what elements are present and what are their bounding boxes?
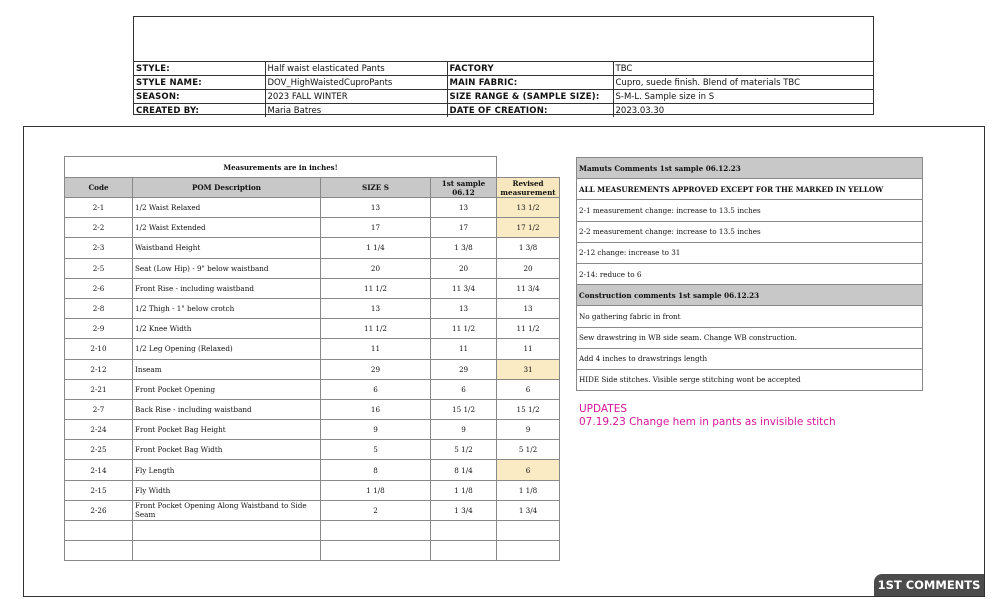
updates-title: UPDATES	[579, 403, 627, 415]
table-row	[65, 541, 560, 561]
col-header-code: Code	[65, 178, 133, 198]
header-value: 2023.03.30	[613, 104, 873, 118]
table-row	[65, 379, 560, 399]
header-value: Half waist elasticated Pants	[265, 62, 447, 76]
updates-note	[579, 403, 836, 429]
comment-row	[577, 242, 923, 263]
table-row	[65, 258, 560, 278]
cell-first-sample: 1 1/8	[431, 480, 497, 500]
cell-first-sample: 8 1/4	[431, 460, 497, 480]
cell-first-sample: 15 1/2	[431, 399, 497, 419]
header-label: MAIN FABRIC:	[447, 76, 613, 90]
cell-revised: 11 1/2	[497, 319, 560, 339]
first-comments-badge: 1ST COMMENTS	[874, 574, 984, 596]
cell-first-sample: 6	[431, 379, 497, 399]
cell-revised	[497, 521, 560, 541]
comment-text: Add 4 inches to drawstrings length	[577, 348, 923, 369]
cell-first-sample: 9	[431, 420, 497, 440]
cell-description: 1/2 Knee Width	[133, 319, 321, 339]
cell-code: 2-10	[65, 339, 133, 359]
cell-first-sample: 20	[431, 258, 497, 278]
cell-revised: 6	[497, 460, 560, 480]
spec-header	[133, 16, 874, 115]
cell-code: 2-1	[65, 198, 133, 218]
table-row	[65, 218, 560, 238]
header-value: 2023 FALL WINTER	[265, 90, 447, 104]
header-label: FACTORY	[447, 62, 613, 76]
header-value: Maria Batres	[265, 104, 447, 118]
cell-revised: 1 1/8	[497, 480, 560, 500]
table-row	[65, 420, 560, 440]
comment-row	[577, 263, 923, 284]
table-row	[65, 500, 560, 520]
measurements-table	[64, 156, 560, 561]
cell-size-s: 9	[321, 420, 431, 440]
cell-code: 2-24	[65, 420, 133, 440]
cell-revised: 20	[497, 258, 560, 278]
header-label: STYLE:	[136, 63, 170, 74]
header-row	[134, 104, 873, 118]
cell-description: Front Pocket Bag Width	[133, 440, 321, 460]
cell-first-sample: 11 3/4	[431, 278, 497, 298]
table-row	[65, 480, 560, 500]
header-label: CREATED BY:	[134, 104, 265, 118]
cell-code: 2-3	[65, 238, 133, 258]
cell-code: 2-26	[65, 500, 133, 520]
cell-first-sample: 13	[431, 298, 497, 318]
cell-revised: 11 3/4	[497, 278, 560, 298]
comment-row	[577, 221, 923, 242]
cell-size-s: 11	[321, 339, 431, 359]
cell-code: 2-9	[65, 319, 133, 339]
cell-description: Fly Length	[133, 460, 321, 480]
cell-revised: 6	[497, 379, 560, 399]
header-blank-area	[134, 17, 873, 62]
cell-code: 2-8	[65, 298, 133, 318]
cell-size-s	[321, 521, 431, 541]
table-row	[65, 238, 560, 258]
cell-first-sample: 1 3/4	[431, 500, 497, 520]
cell-first-sample: 13	[431, 198, 497, 218]
comment-row	[577, 348, 923, 369]
cell-revised: 17 1/2	[497, 218, 560, 238]
comment-row	[577, 327, 923, 348]
cell-size-s: 29	[321, 359, 431, 379]
comment-text: HIDE Side stitches. Visible serge stitching wont be accepted	[577, 369, 923, 390]
cell-size-s: 5	[321, 440, 431, 460]
cell-description: Fly Width	[133, 480, 321, 500]
cell-first-sample	[431, 541, 497, 561]
cell-size-s: 16	[321, 399, 431, 419]
comment-text: ALL MEASUREMENTS APPROVED EXCEPT FOR THE MARKED IN YELLOW	[577, 179, 923, 200]
cell-size-s	[321, 541, 431, 561]
comment-text: Sew drawstring in WB side seam. Change WB construction.	[577, 327, 923, 348]
table-row	[65, 521, 560, 541]
header-value: TBC	[613, 62, 873, 76]
cell-description: Front Pocket Opening	[133, 379, 321, 399]
table-row	[65, 359, 560, 379]
table-row	[65, 339, 560, 359]
cell-size-s: 13	[321, 198, 431, 218]
table-row	[65, 298, 560, 318]
cell-first-sample: 1 3/8	[431, 238, 497, 258]
cell-code	[65, 521, 133, 541]
cell-code: 2-25	[65, 440, 133, 460]
cell-code: 2-12	[65, 359, 133, 379]
cell-revised: 13 1/2	[497, 198, 560, 218]
cell-description: 1/2 Leg Opening (Relaxed)	[133, 339, 321, 359]
updates-line: 07.19.23 Change hem in pants as invisible stitch	[579, 416, 836, 428]
header-row	[134, 90, 873, 104]
comment-row	[577, 285, 923, 306]
cell-size-s: 11 1/2	[321, 319, 431, 339]
cell-code: 2-2	[65, 218, 133, 238]
header-label: STYLE NAME:	[134, 76, 265, 90]
cell-first-sample: 29	[431, 359, 497, 379]
header-label: DATE OF CREATION:	[447, 104, 613, 118]
cell-revised: 5 1/2	[497, 440, 560, 460]
cell-revised: 1 3/4	[497, 500, 560, 520]
table-row	[65, 399, 560, 419]
cell-code: 2-15	[65, 480, 133, 500]
comment-text: 2-14: reduce to 6	[577, 263, 923, 284]
col-header-first-sample: 1st sample 06.12	[431, 178, 497, 198]
cell-description: Inseam	[133, 359, 321, 379]
cell-description: 1/2 Waist Extended	[133, 218, 321, 238]
cell-description: Waistband Height	[133, 238, 321, 258]
cell-revised: 13	[497, 298, 560, 318]
cell-description: Seat (Low Hip) - 9" below waistband	[133, 258, 321, 278]
cell-description: 1/2 Thigh - 1" below crotch	[133, 298, 321, 318]
header-value: Cupro, suede finish. Blend of materials TBC	[613, 76, 873, 90]
cell-size-s: 20	[321, 258, 431, 278]
table-row	[65, 460, 560, 480]
header-info-table	[134, 62, 873, 117]
col-header-pom-description: POM Description	[133, 178, 321, 198]
comment-section-header: Construction comments 1st sample 06.12.23	[577, 285, 923, 306]
cell-code: 2-7	[65, 399, 133, 419]
cell-first-sample: 17	[431, 218, 497, 238]
cell-first-sample: 5 1/2	[431, 440, 497, 460]
comment-text: 2-12 change: increase to 31	[577, 242, 923, 263]
cell-revised: 31	[497, 359, 560, 379]
cell-description	[133, 521, 321, 541]
header-value: DOV_HighWaistedCuproPants	[265, 76, 447, 90]
cell-first-sample	[431, 521, 497, 541]
col-header-size-s: SIZE S	[321, 178, 431, 198]
header-row	[134, 76, 873, 90]
cell-description: Front Pocket Bag Height	[133, 420, 321, 440]
cell-size-s: 11 1/2	[321, 278, 431, 298]
comments-table	[576, 157, 923, 391]
header-value: S-M-L. Sample size in S	[613, 90, 873, 104]
cell-code: 2-14	[65, 460, 133, 480]
cell-revised	[497, 541, 560, 561]
cell-size-s: 1 1/4	[321, 238, 431, 258]
measurements-header-row	[65, 178, 560, 198]
header-label: SIZE RANGE & (SAMPLE SIZE):	[447, 90, 613, 104]
comment-text: No gathering fabric in front	[577, 306, 923, 327]
cell-code	[65, 541, 133, 561]
header-row	[134, 62, 873, 76]
cell-revised: 11	[497, 339, 560, 359]
measurements-caption: Measurements are in inches!	[65, 157, 497, 178]
cell-size-s: 13	[321, 298, 431, 318]
cell-revised: 9	[497, 420, 560, 440]
table-row	[65, 278, 560, 298]
cell-size-s: 6	[321, 379, 431, 399]
comment-row	[577, 179, 923, 200]
comment-text: 2-1 measurement change: increase to 13.5 inches	[577, 200, 923, 221]
cell-first-sample: 11	[431, 339, 497, 359]
cell-description: Front Rise - including waistband	[133, 278, 321, 298]
cell-description: Front Pocket Opening Along Waistband to Side Seam	[133, 500, 321, 520]
cell-description: 1/2 Waist Relaxed	[133, 198, 321, 218]
comment-row	[577, 369, 923, 390]
cell-code: 2-21	[65, 379, 133, 399]
cell-description: Back Rise - including waistband	[133, 399, 321, 419]
cell-size-s: 8	[321, 460, 431, 480]
cell-code: 2-5	[65, 258, 133, 278]
comment-row	[577, 306, 923, 327]
cell-first-sample: 11 1/2	[431, 319, 497, 339]
table-row	[65, 440, 560, 460]
comment-section-header: Mamuts Comments 1st sample 06.12.23	[577, 158, 923, 179]
comment-row	[577, 158, 923, 179]
cell-code: 2-6	[65, 278, 133, 298]
measurements-caption-row	[65, 157, 560, 178]
header-label: SEASON:	[134, 90, 265, 104]
comment-text: 2-2 measurement change: increase to 13.5 inches	[577, 221, 923, 242]
cell-size-s: 1 1/8	[321, 480, 431, 500]
comment-row	[577, 200, 923, 221]
cell-revised: 15 1/2	[497, 399, 560, 419]
table-row	[65, 319, 560, 339]
table-row	[65, 198, 560, 218]
cell-size-s: 2	[321, 500, 431, 520]
cell-revised: 1 3/8	[497, 238, 560, 258]
cell-description	[133, 541, 321, 561]
col-header-revised: Revised measurement	[497, 178, 560, 198]
cell-size-s: 17	[321, 218, 431, 238]
